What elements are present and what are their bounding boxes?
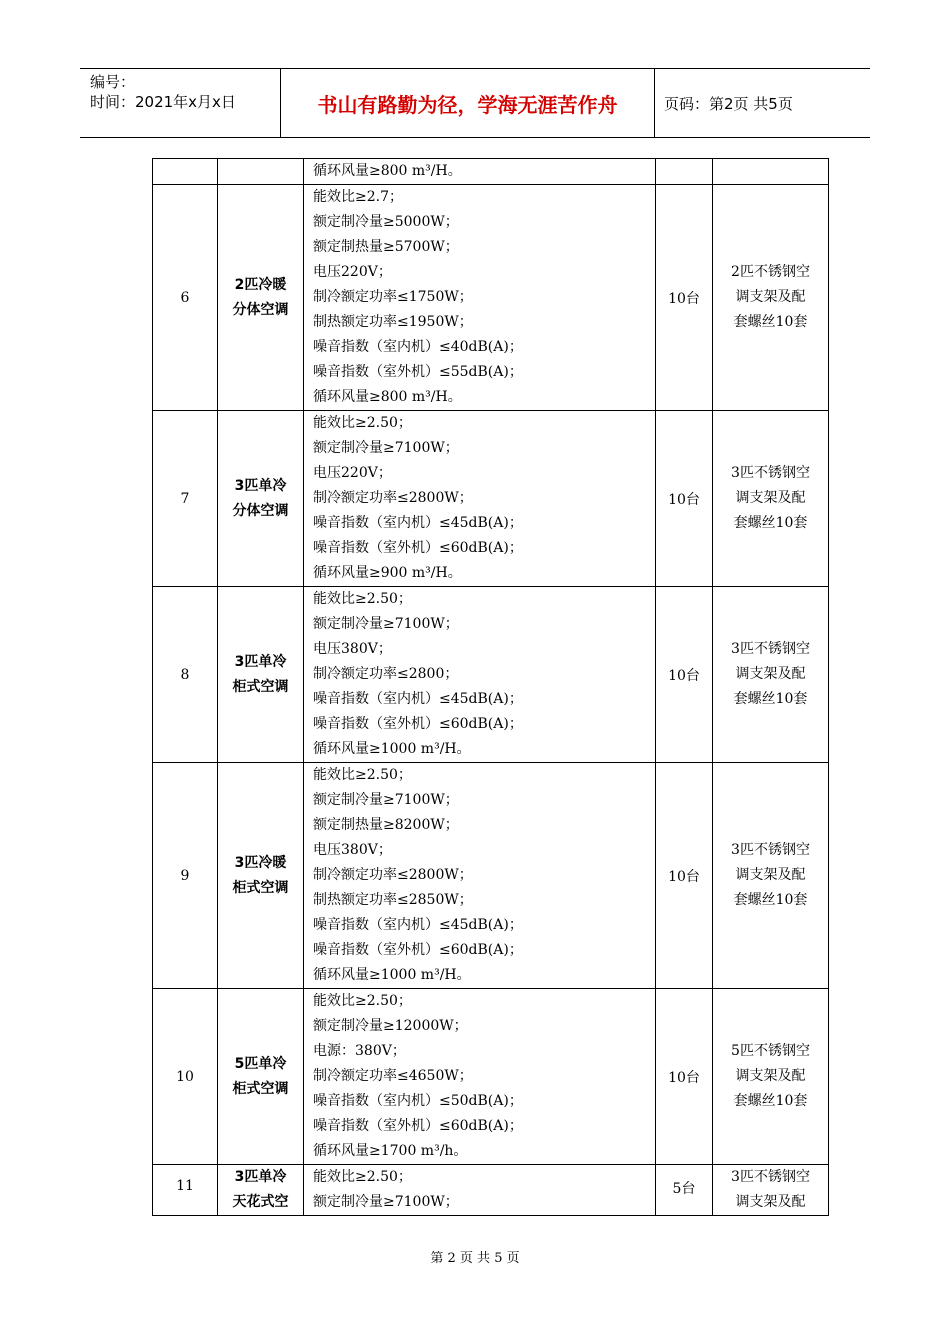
- item-number: 6: [153, 185, 218, 411]
- item-accessories: [713, 763, 829, 989]
- accessory-line: 套螺丝10套: [733, 314, 808, 330]
- spec-line: 能效比≥2.7；: [313, 189, 403, 205]
- accessory-line: 5匹不锈钢空: [731, 1043, 810, 1059]
- item-name-line: 2匹冷暖: [234, 276, 287, 293]
- accessory-line: 调支架及配: [735, 289, 806, 305]
- item-name-line: 柜式空调: [232, 678, 289, 695]
- item-number: 8: [153, 587, 218, 763]
- spec-line: 额定制冷量≥12000W；: [313, 1018, 468, 1034]
- item-accessories: [713, 989, 829, 1165]
- accessory-line: 3匹不锈钢空: [731, 1169, 810, 1185]
- item-quantity: 10台: [656, 587, 713, 763]
- item-specs: [304, 763, 656, 989]
- item-accessories: [713, 587, 829, 763]
- spec-line: 额定制冷量≥7100W；: [313, 1194, 459, 1210]
- table-row: [153, 185, 829, 411]
- accessory-line: 调支架及配: [735, 1194, 806, 1210]
- spec-line: 能效比≥2.50；: [313, 767, 412, 783]
- spec-line: 制冷额定功率≤2800W；: [313, 490, 473, 506]
- spec-line: 额定制冷量≥7100W；: [313, 616, 459, 632]
- spec-line: 噪音指数（室内机）≤45dB(A)；: [313, 691, 523, 707]
- spec-line: 循环风量≥900 m³/H。: [313, 565, 462, 581]
- table-row: [153, 411, 829, 587]
- spec-line: 循环风量≥1000 m³/H。: [313, 967, 471, 983]
- item-name-line: 3匹单冷: [234, 1169, 287, 1185]
- spec-line: 额定制热量≥5700W；: [313, 239, 459, 255]
- accessory-line: 3匹不锈钢空: [731, 842, 810, 858]
- item-accessories: [713, 1165, 829, 1216]
- item-accessories: [713, 185, 829, 411]
- item-number: 10: [153, 989, 218, 1165]
- item-name-line: 天花式空: [232, 1194, 289, 1210]
- motto-text: 书山有路勤为径，学海无涯苦作舟: [317, 92, 618, 117]
- item-name: [218, 1165, 304, 1216]
- spec-table: [152, 158, 829, 1216]
- accessory-line: 套螺丝10套: [733, 515, 808, 531]
- item-name-line: 柜式空调: [232, 1080, 289, 1097]
- table-row: [153, 159, 829, 185]
- item-quantity: 10台: [656, 411, 713, 587]
- item-name: [218, 989, 304, 1165]
- spec-line: 制冷额定功率≤2800W；: [313, 867, 473, 883]
- item-name: [218, 185, 304, 411]
- page-header: [80, 68, 870, 138]
- item-name: [218, 587, 304, 763]
- spec-line: 额定制冷量≥7100W；: [313, 792, 459, 808]
- date-label: 时间：2021年x月x日: [90, 93, 236, 111]
- item-name-line: 3匹冷暖: [234, 854, 287, 871]
- spec-line: 噪音指数（室外机）≤55dB(A)；: [313, 364, 523, 380]
- spec-line: 循环风量≥800 m³/H。: [313, 163, 462, 179]
- header-motto-cell: [281, 69, 655, 137]
- accessory-line: 套螺丝10套: [733, 892, 808, 908]
- item-quantity: [656, 159, 713, 185]
- spec-line: 能效比≥2.50；: [313, 1169, 412, 1185]
- accessory-line: 调支架及配: [735, 867, 806, 883]
- spec-line: 噪音指数（室外机）≤60dB(A)；: [313, 1118, 523, 1134]
- number-label: 编号：: [90, 73, 136, 91]
- spec-line: 额定制冷量≥7100W；: [313, 440, 459, 456]
- spec-line: 制冷额定功率≤2800；: [313, 666, 459, 682]
- spec-line: 额定制热量≥8200W；: [313, 817, 459, 833]
- spec-line: 循环风量≥1000 m³/H。: [313, 741, 471, 757]
- spec-line: 额定制冷量≥5000W；: [313, 214, 459, 230]
- accessory-line: 调支架及配: [735, 1068, 806, 1084]
- spec-line: 能效比≥2.50；: [313, 993, 412, 1009]
- spec-line: 电压220V；: [313, 264, 392, 280]
- item-name-line: 分体空调: [232, 301, 289, 318]
- spec-line: 噪音指数（室外机）≤60dB(A)；: [313, 716, 523, 732]
- item-accessories: [713, 159, 829, 185]
- spec-line: 噪音指数（室内机）≤50dB(A)；: [313, 1093, 523, 1109]
- item-name: [218, 763, 304, 989]
- spec-line: 电压380V；: [313, 842, 392, 858]
- item-specs: [304, 159, 656, 185]
- spec-line: 循环风量≥800 m³/H。: [313, 389, 462, 405]
- accessory-line: 3匹不锈钢空: [731, 465, 810, 481]
- accessory-line: 套螺丝10套: [733, 1093, 808, 1109]
- item-quantity: 10台: [656, 185, 713, 411]
- item-name: [218, 411, 304, 587]
- item-specs: [304, 989, 656, 1165]
- table-row: [153, 763, 829, 989]
- spec-line: 噪音指数（室内机）≤40dB(A)；: [313, 339, 523, 355]
- spec-line: 噪音指数（室外机）≤60dB(A)；: [313, 540, 523, 556]
- accessory-line: 套螺丝10套: [733, 691, 808, 707]
- item-number: 9: [153, 763, 218, 989]
- header-info-cell: [80, 69, 281, 137]
- accessory-line: 3匹不锈钢空: [731, 641, 810, 657]
- spec-line: 能效比≥2.50；: [313, 591, 412, 607]
- spec-line: 制冷额定功率≤4650W；: [313, 1068, 473, 1084]
- item-quantity: 5台: [656, 1165, 713, 1216]
- item-number: 7: [153, 411, 218, 587]
- item-name-line: 分体空调: [232, 502, 289, 519]
- page-footer: 第 2 页 共 5 页: [430, 1251, 520, 1266]
- item-name: [218, 159, 304, 185]
- header-page-cell: [655, 69, 870, 137]
- item-number: 11: [153, 1165, 218, 1216]
- item-name-line: 柜式空调: [232, 879, 289, 896]
- item-specs: [304, 411, 656, 587]
- item-specs: [304, 185, 656, 411]
- accessory-line: 调支架及配: [735, 490, 806, 506]
- spec-line: 电压380V；: [313, 641, 392, 657]
- item-accessories: [713, 411, 829, 587]
- spec-line: 制热额定功率≤2850W；: [313, 892, 473, 908]
- table-row: [153, 989, 829, 1165]
- spec-line: 循环风量≥1700 m³/h。: [313, 1143, 468, 1159]
- item-name-line: 5匹单冷: [234, 1055, 287, 1072]
- table-row: [153, 1165, 829, 1216]
- item-number: [153, 159, 218, 185]
- page-label: 页码：第2页 共5页: [664, 94, 793, 113]
- item-name-line: 3匹单冷: [234, 477, 287, 494]
- spec-line: 能效比≥2.50；: [313, 415, 412, 431]
- accessory-line: 2匹不锈钢空: [731, 264, 810, 280]
- item-specs: [304, 1165, 656, 1216]
- spec-line: 噪音指数（室内机）≤45dB(A)；: [313, 917, 523, 933]
- table-row: [153, 587, 829, 763]
- spec-line: 制热额定功率≤1950W；: [313, 314, 473, 330]
- spec-line: 噪音指数（室外机）≤60dB(A)；: [313, 942, 523, 958]
- spec-line: 制冷额定功率≤1750W；: [313, 289, 473, 305]
- item-quantity: 10台: [656, 763, 713, 989]
- spec-line: 电源：380V；: [313, 1043, 406, 1059]
- spec-line: 噪音指数（室内机）≤45dB(A)；: [313, 515, 523, 531]
- spec-line: 电压220V；: [313, 465, 392, 481]
- accessory-line: 调支架及配: [735, 666, 806, 682]
- item-name-line: 3匹单冷: [234, 653, 287, 670]
- item-quantity: 10台: [656, 989, 713, 1165]
- item-specs: [304, 587, 656, 763]
